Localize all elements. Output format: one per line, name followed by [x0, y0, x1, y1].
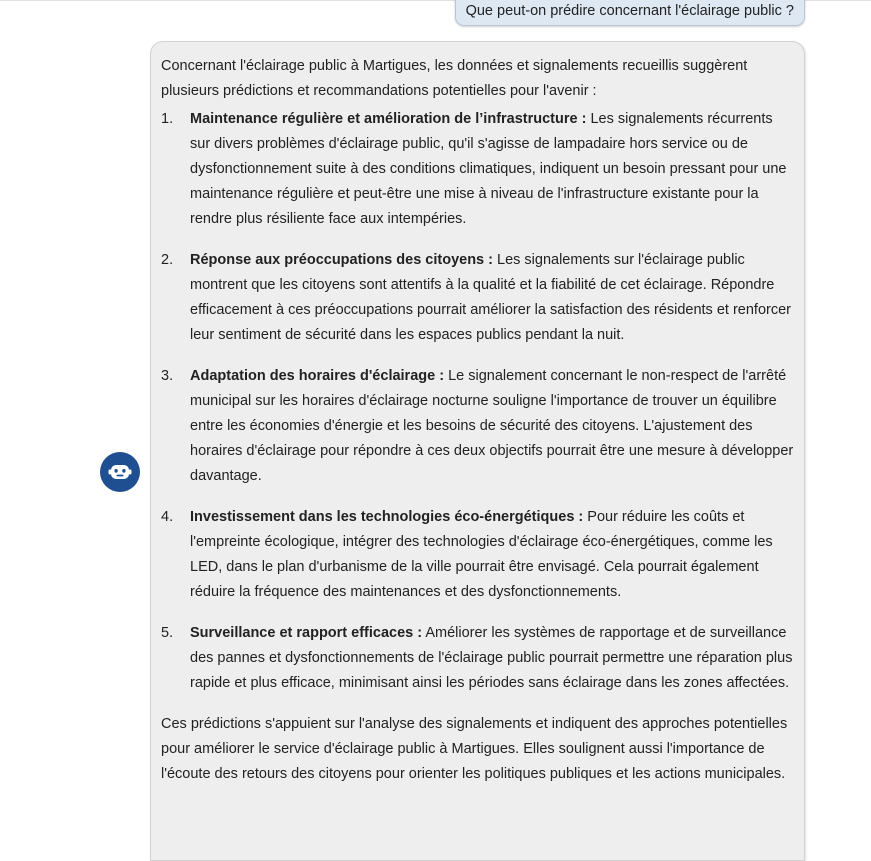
prediction-list: [161, 107, 794, 696]
response-outro: Ces prédictions s'appuient sur l'analyse des signalements et indiquent des approches potentielles pour améliorer le service d'éclairage public à Martigues. Elles soulignent aussi l'importance de l'écoute des retours des citoyens pour orienter les politiques publiques et les actions municipales.: [161, 716, 788, 782]
list-item: [161, 248, 794, 348]
list-item-number: 1.: [161, 111, 174, 127]
list-item-title: Adaptation des horaires d'éclairage :: [190, 368, 445, 384]
list-item-number: 2.: [161, 252, 174, 268]
list-item-text: Améliorer les systèmes de rapportage et de surveillance des pannes et dysfonctionnements de l'éclairage public pourrait permettre une réparation plus rapide et plus efficace, minimisant ainsi les périodes sans éclairage dans les zones affectées.: [190, 625, 793, 691]
list-item: [161, 505, 794, 605]
list-item-number: 4.: [161, 509, 174, 525]
user-message-bubble: [455, 0, 805, 26]
list-item-text: Les signalements récurrents sur divers problèmes d'éclairage public, qu'il s'agisse de lampadaire hors service ou de dysfonctionnement suite à des conditions climatiques, indiquent un besoin pressant pour une maintenance régulière et peut-être une mise à niveau de l'infrastructure existante pour la rendre plus résiliente face aux intempéries.: [190, 111, 787, 227]
list-item: [161, 364, 794, 489]
list-item: [161, 621, 794, 696]
list-item-title: Investissement dans les technologies éco-énergétiques :: [190, 509, 584, 525]
list-item-text: Pour réduire les coûts et l'empreinte écologique, intégrer des technologies d'éclairage éco-énergétiques, comme les LED, dans le plan d'urbanisme de la ville pourrait être envisagé. Cela pourrait également réduire la fréquence des maintenances et des dysfonctionnements.: [190, 509, 773, 600]
list-item-text: Les signalements sur l'éclairage public montrent que les citoyens sont attentifs à la qualité et la fiabilité de cet éclairage. Répondre efficacement à ces préoccupations pourrait améliorer la satisfaction des résidents et renforcer leur sentiment de sécurité dans les espaces publics pendant la nuit.: [190, 252, 791, 343]
list-item-number: 3.: [161, 368, 174, 384]
list-item-title: Surveillance et rapport efficaces :: [190, 625, 423, 641]
response-intro: Concernant l'éclairage public à Martigues, les données et signalements recueillis suggèrent plusieurs prédictions et recommandations potentielles pour l'avenir :: [161, 58, 748, 99]
list-item-title: Maintenance régulière et amélioration de l’infrastructure :: [190, 111, 587, 127]
bot-avatar: [100, 452, 140, 492]
list-item: [161, 107, 794, 232]
list-item-title: Réponse aux préoccupations des citoyens :: [190, 252, 493, 268]
bot-message-bubble: [150, 41, 805, 861]
list-item-text: Le signalement concernant le non-respect de l'arrêté municipal sur les horaires d'éclairage nocturne souligne l'importance de trouver un équilibre entre les économies d'énergie et les besoins de sécurité des citoyens. L'ajustement des horaires d'éclairage pour répondre à ces deux objectifs pourrait être une mesure à développer davantage.: [190, 368, 794, 484]
list-item-number: 5.: [161, 625, 174, 641]
robot-icon: [108, 462, 132, 482]
user-message-text: Que peut-on prédire concernant l'éclairage public ?: [465, 3, 794, 19]
